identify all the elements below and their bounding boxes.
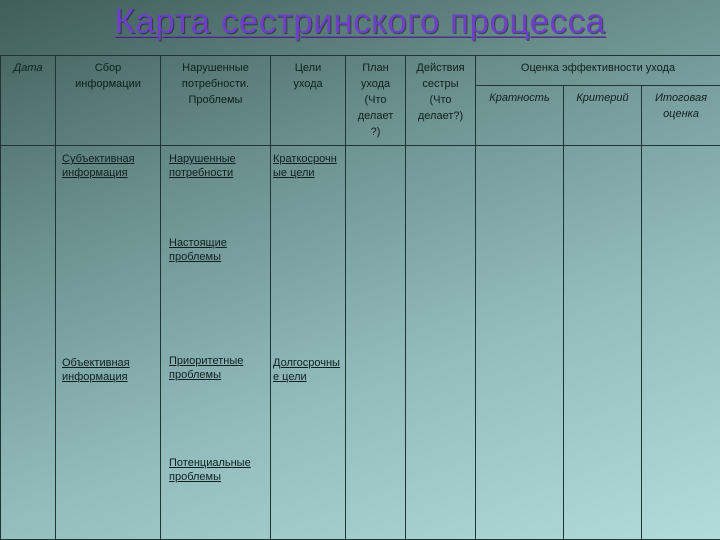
nursing-process-table [0,55,720,540]
long-goals-link[interactable]: Долгосрочные цели [273,357,340,383]
header-eval-frequency: Кратность [476,86,564,146]
cell-needs [161,146,271,540]
objective-info-link[interactable]: Объективная информация [62,357,130,383]
header-plan: План ухода (Что делает ?) [346,56,406,146]
header-collect: Сбор информации [56,56,161,146]
cell-actions [406,146,476,540]
header-eval: Оценка эффективности ухода [476,56,720,86]
short-goals-link[interactable]: Краткосрочные цели [273,153,337,179]
cell-goals [271,146,346,540]
page-title: Карта сестринского процесса [114,2,606,41]
cell-collect [56,146,161,540]
current-problems-link[interactable]: Настоящие проблемы [169,237,227,263]
header-actions: Действия сестры (Что делает?) [406,56,476,146]
potential-problems-link[interactable]: Потенциальные проблемы [169,457,251,483]
violated-needs-link[interactable]: Нарушенные потребности [169,153,236,179]
cell-eval-final [642,146,720,540]
cell-plan [346,146,406,540]
header-needs: Нарушенные потребности. Проблемы [161,56,271,146]
cell-date [1,146,56,540]
cell-eval-frequency [476,146,564,540]
header-eval-criterion: Критерий [564,86,642,146]
cell-eval-criterion [564,146,642,540]
header-eval-final: Итоговая оценка [642,86,720,146]
subjective-info-link[interactable]: Субъективная информация [62,153,135,179]
header-goals: Цели ухода [271,56,346,146]
header-date: Дата [1,56,56,146]
priority-problems-link[interactable]: Приоритетные проблемы [169,355,244,381]
